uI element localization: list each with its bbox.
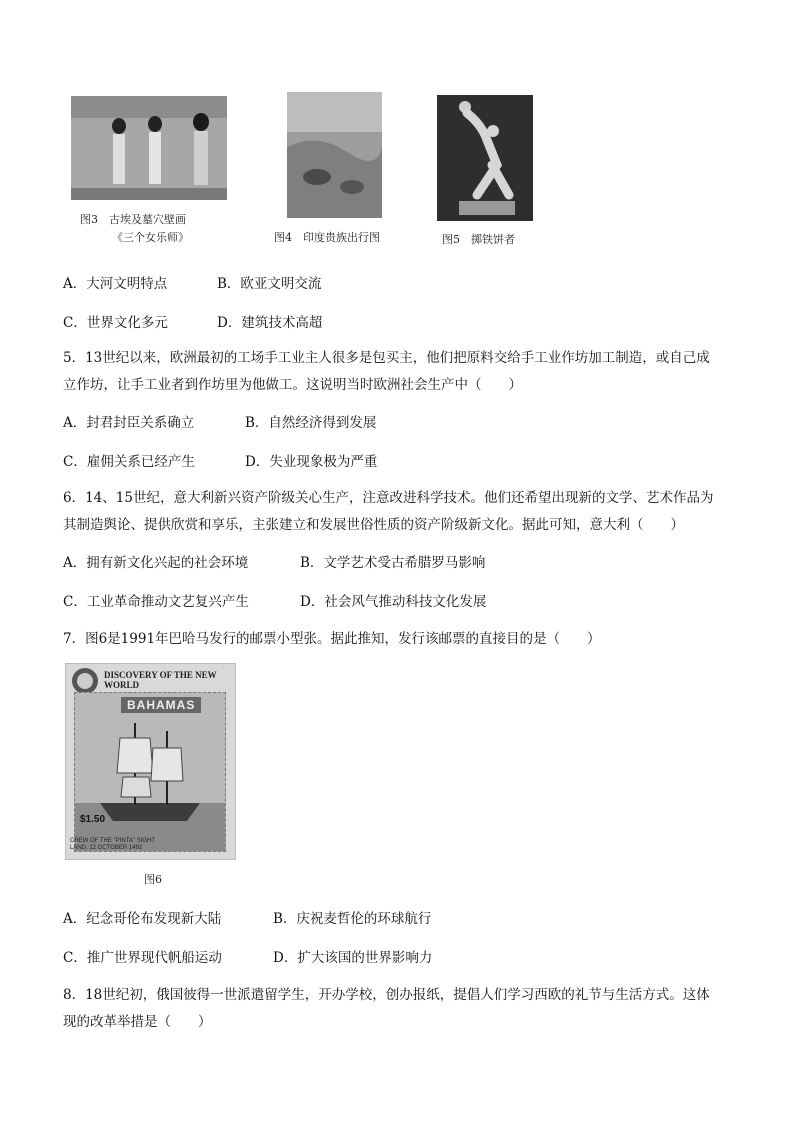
ship-image bbox=[75, 693, 225, 851]
q6-stem-line1: 6．14、15世纪，意大利新兴资产阶级关心生产，注意改进科学技术。他们还希望出现新的文学、艺术作品为 bbox=[63, 490, 714, 506]
q5-option-b[interactable]: B．自然经济得到发展 bbox=[245, 415, 377, 431]
figure-3-caption-title: 《三个女乐师》 bbox=[112, 231, 189, 244]
q5-option-a[interactable]: A．封君封臣关系确立 bbox=[63, 415, 195, 431]
q8-stem-line2: 现的改革举措是（ ） bbox=[63, 1014, 212, 1030]
discobolus-image bbox=[437, 95, 533, 221]
stamp-image-area bbox=[74, 692, 226, 852]
q4-option-a[interactable]: A．大河文明特点 bbox=[63, 276, 168, 292]
figure-3-egyptian-mural bbox=[71, 96, 227, 200]
figure-6-caption: 图6 bbox=[144, 873, 162, 886]
q4-option-b[interactable]: B．欧亚文明交流 bbox=[217, 276, 322, 292]
figure-5-discobolus bbox=[437, 95, 533, 221]
q5-option-c[interactable]: C．雇佣关系已经产生 bbox=[63, 454, 195, 470]
stamp-caption: CREW OF THE "PINTA" SIGHT LAND, 12 OCTOBER 1492 bbox=[70, 838, 156, 851]
q7-option-d[interactable]: D．扩大该国的世界影响力 bbox=[273, 950, 433, 966]
figure-5-caption: 图5 掷铁饼者 bbox=[442, 233, 515, 246]
q5-stem-line2: 立作坊，让手工业者到作坊里为他做工。这说明当时欧洲社会生产中（ ） bbox=[63, 377, 522, 393]
q7-option-a[interactable]: A．纪念哥伦布发现新大陆 bbox=[63, 911, 222, 927]
figure-4-caption: 图4 印度贵族出行图 bbox=[274, 231, 380, 244]
q7-stem-line1: 7．图6是1991年巴哈马发行的邮票小型张。据此推知，发行该邮票的直接目的是（ ） bbox=[63, 631, 601, 647]
stamp-value: $1.50 bbox=[80, 814, 106, 825]
figure-6-stamp bbox=[65, 663, 236, 860]
q4-option-d[interactable]: D．建筑技术高超 bbox=[217, 315, 323, 331]
q8-stem-line1: 8．18世纪初，俄国彼得一世派遣留学生，开办学校，创办报纸，提倡人们学习西欧的礼节与生活方式。这体 bbox=[63, 987, 710, 1003]
q6-option-b[interactable]: B．文学艺术受古希腊罗马影响 bbox=[300, 555, 486, 571]
q4-option-c[interactable]: C．世界文化多元 bbox=[63, 315, 168, 331]
stamp-header: DISCOVERY OF THE NEW WORLD bbox=[104, 670, 217, 690]
q5-option-d[interactable]: D．失业现象极为严重 bbox=[245, 454, 378, 470]
mural-image bbox=[71, 96, 227, 200]
q6-option-c[interactable]: C．工业革命推动文艺复兴产生 bbox=[63, 594, 249, 610]
indian-painting-image bbox=[287, 92, 382, 218]
q6-option-a[interactable]: A．拥有新文化兴起的社会环境 bbox=[63, 555, 249, 571]
q7-option-b[interactable]: B．庆祝麦哲伦的环球航行 bbox=[273, 911, 432, 927]
figure-4-indian-nobles bbox=[287, 92, 382, 218]
q5-stem-line1: 5．13世纪以来，欧洲最初的工场手工业主人很多是包买主，他们把原料交给手工业作坊加工制造，或自己成 bbox=[63, 350, 710, 366]
q6-stem-line2: 其制造舆论、提供欣赏和享乐，主张建立和发展世俗性质的资产阶级新文化。据此可知，意大利（ ） bbox=[63, 517, 684, 533]
q6-option-d[interactable]: D．社会风气推动科技文化发展 bbox=[300, 594, 487, 610]
q7-option-c[interactable]: C．推广世界现代帆船运动 bbox=[63, 950, 222, 966]
stamp-country: BAHAMAS bbox=[121, 697, 201, 713]
figure-3-caption: 图3 古埃及墓穴壁画 bbox=[80, 213, 186, 226]
